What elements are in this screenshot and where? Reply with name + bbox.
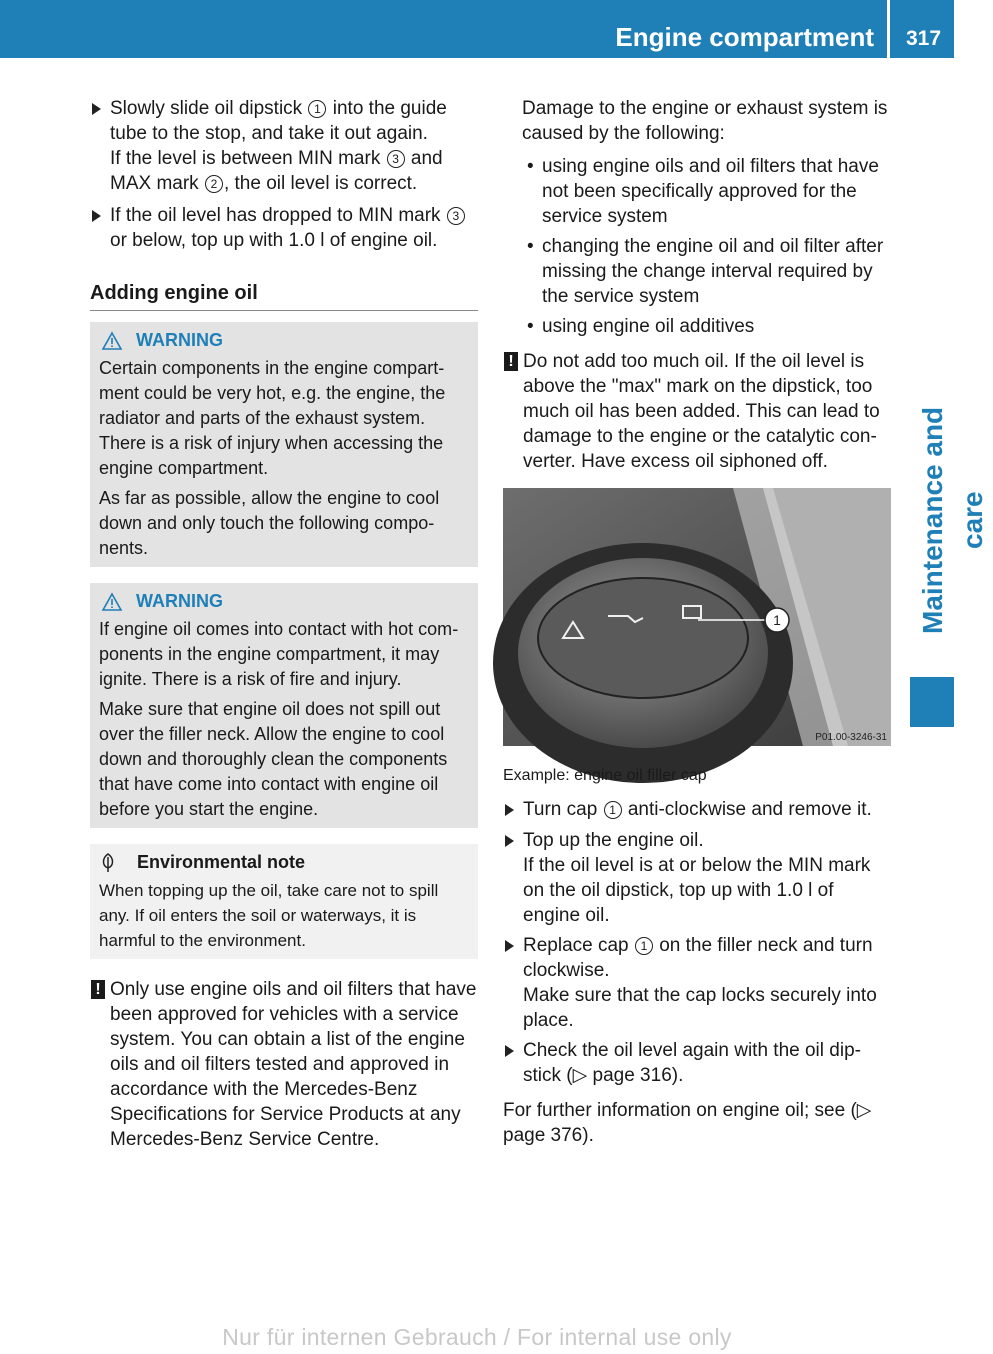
leaf-icon xyxy=(99,853,117,873)
page-reference-icon: ▷ xyxy=(572,1065,588,1086)
further-information: For further information on engine oil; see (▷ page 376). xyxy=(503,1100,872,1146)
page-number: 317 xyxy=(905,27,942,50)
figure-caption: Example: engine oil filler cap xyxy=(503,767,707,784)
callout-1: 1 xyxy=(635,937,653,955)
step-top-up: Top up the engine oil. If the oil level is at or below the MIN mark on the oil dipstick, top up with 1.0 l of engine oil. xyxy=(503,828,891,928)
notice-text: Do not add too much oil. If the oil level is above the "max" mark on the dipstick, too much oil has been added. This can lead to damage to the engine or the catalytic converter. Have excess oil siphoned off. xyxy=(523,351,880,472)
section-heading: Adding engine oil xyxy=(90,281,478,311)
notice-icon: ! xyxy=(504,352,518,371)
warning-title: WARNING xyxy=(136,591,223,611)
warning-box-fire xyxy=(90,583,478,828)
notice-icon: ! xyxy=(91,980,105,999)
warning-box-hot-components xyxy=(90,322,478,567)
side-tab-marker xyxy=(910,677,954,727)
damage-intro: Damage to the engine or exhaust system is caused by the following: xyxy=(522,98,888,144)
step-check-level: Check the oil level again with the oil dipstick (▷ page 316). xyxy=(503,1038,891,1088)
warning-triangle-icon xyxy=(102,593,122,611)
step-turn-cap: Turn cap 1 anti-clockwise and remove it. xyxy=(503,797,891,822)
callout-1: 1 xyxy=(308,100,326,118)
header-divider xyxy=(887,0,890,58)
environmental-note-box xyxy=(90,844,478,959)
step-replace-cap: Replace cap 1 on the filler neck and turn clockwise. Make sure that the cap locks securely into place. xyxy=(503,933,891,1033)
internal-use-watermark: Nur für internen Gebrauch / For internal use only xyxy=(222,1324,732,1350)
warning-triangle-icon xyxy=(102,332,122,350)
figure-code: P01.00-3246-31 xyxy=(815,732,887,743)
callout-3: 3 xyxy=(447,207,465,225)
damage-causes-list xyxy=(503,154,891,339)
side-tab-label: Maintenance and care xyxy=(917,406,988,634)
right-column xyxy=(503,96,891,1148)
notice-too-much-oil xyxy=(503,349,891,474)
warning-text: Make sure that engine oil does not spill out over the filler neck. Allow the engine to cool down and thoroughly clean the components that have come into contact with engine oil before you start the engine. xyxy=(99,699,448,819)
callout-3: 3 xyxy=(387,150,405,168)
list-item: • using engine oils and oil filters that have not been specifically approved for the service system xyxy=(503,154,891,229)
warning-text: If engine oil comes into contact with hot components in the engine compartment, it may ignite. There is a risk of fire and injury. xyxy=(99,619,459,689)
warning-text: Certain components in the engine compartment could be very hot, e.g. the engine, the radiator and parts of the exhaust system. There is a risk of injury when accessing the engine compartment. xyxy=(99,358,446,478)
warning-title: WARNING xyxy=(136,330,223,350)
callout-2: 2 xyxy=(205,175,223,193)
notice-approved-oils xyxy=(90,977,478,1152)
step-top-up-if-min: If the oil level has dropped to MIN mark 3 or below, top up with 1.0 l of engine oil. xyxy=(90,203,478,253)
environmental-note-title: Environmental note xyxy=(137,852,306,872)
callout-1-label: 1 xyxy=(773,612,781,628)
environmental-note-text: When topping up the oil, take care not to spill any. If oil enters the soil or waterways, it is harmful to the environment. xyxy=(99,881,439,950)
oil-filler-cap-figure xyxy=(503,488,891,746)
list-item: • changing the engine oil and oil filter after missing the change interval required by the service system xyxy=(503,234,891,309)
left-column xyxy=(90,96,478,1152)
page-reference-icon: ▷ xyxy=(856,1100,872,1121)
page-section-title: Engine compartment xyxy=(615,22,874,52)
list-item: • using engine oil additives xyxy=(503,314,891,339)
step-slide-dipstick: Slowly slide oil dipstick 1 into the guide tube to the stop, and take it out again. If the level is between MIN mark 3 and MAX mark 2 , the oil level is correct. xyxy=(90,96,478,196)
warning-text: As far as possible, allow the engine to cool down and only touch the following components. xyxy=(99,488,440,558)
notice-text: Only use engine oils and oil filters that have been approved for vehicles with a service system. You can obtain a list of the engine oils and oil filters tested and approved in accordance with the Mercedes-Benz Specifications for Service Products at any Mercedes-Benz Service Centre. xyxy=(110,979,477,1150)
callout-1: 1 xyxy=(604,801,622,819)
